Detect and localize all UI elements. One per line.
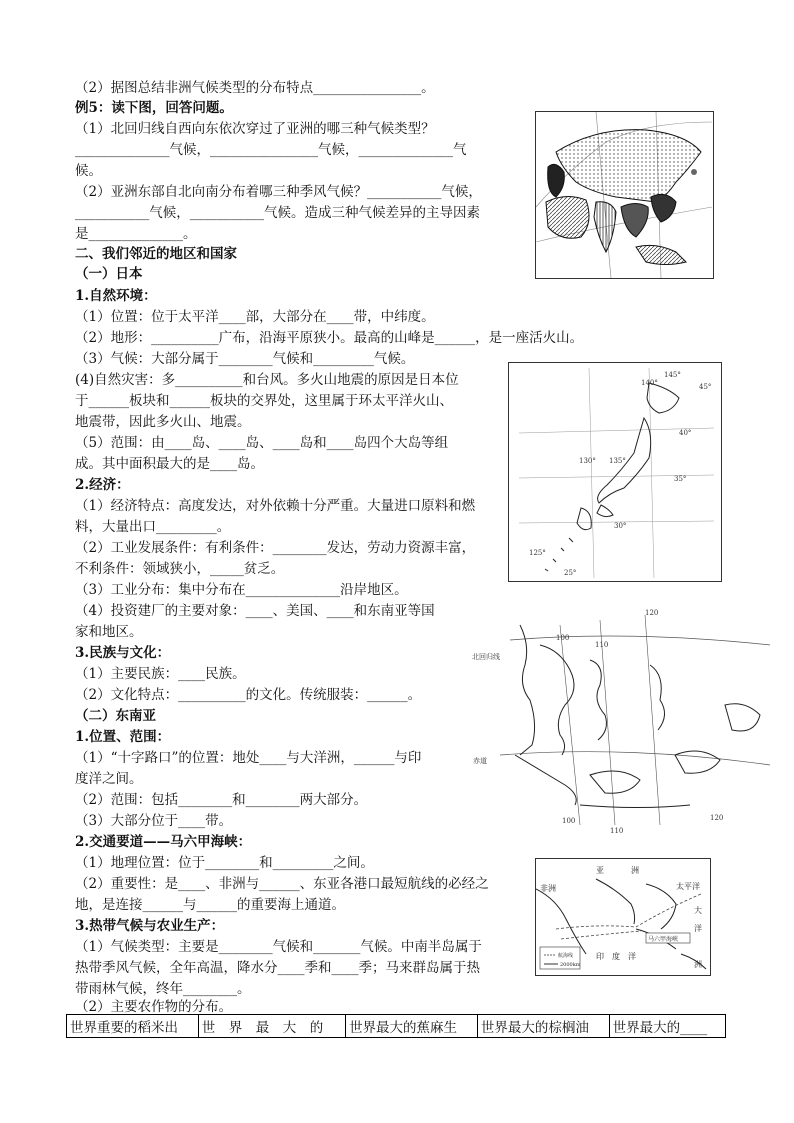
map-label: 25° [564, 569, 577, 577]
subsection-heading: （二）东南亚 [75, 708, 156, 724]
text-line: （3）大部分位于____带。 [75, 813, 233, 829]
table-cell: 世界最大的蕉麻生 [346, 1015, 478, 1038]
text-line: （1）位置：位于太平洋____部，大部分在____带，中纬度。 [75, 309, 435, 325]
text-line: 带雨林气候，终年________。 [75, 981, 251, 997]
malacca-strait-map [535, 858, 711, 976]
asia-climate-map [535, 111, 714, 279]
text-line: 成。其中面积最大的是____岛。 [75, 456, 264, 472]
map-label: 145° [664, 371, 681, 379]
crops-table [66, 1014, 726, 1038]
text-line: （2）地形：__________广布，沿海平原狭小。最高的山峰是______，是一座活火山。 [75, 330, 584, 346]
text-line: （3）气候：大部分属于________气候和_________气候。 [75, 351, 415, 367]
text-line: （1）北回归线自西向东依次穿过了亚洲的哪三种气候类型？ [75, 121, 435, 137]
map-label: 非洲 [540, 884, 556, 893]
map-label: 100 [562, 817, 576, 825]
text-line: （2）范围：包括________和________两大部分。 [75, 792, 368, 808]
map-label: 30° [614, 522, 627, 530]
text-line: 于______板块和______板块的交界处，这里属于环太平洋火山、 [75, 393, 453, 409]
map-label: 120 [645, 609, 659, 617]
text-line: （3）工业分布：集中分布在______________沿岸地区。 [75, 582, 408, 598]
text-line: （4）投资建厂的主要对象：____、美国、____和东南亚等国 [75, 603, 435, 619]
southeast-asia-map [470, 605, 780, 835]
text-line: （1）经济特点：高度发达，对外依赖十分严重。大量进口原料和燃 [75, 498, 476, 514]
map-label: 印 度 洋 [596, 952, 636, 961]
map-label: 2000km [560, 962, 581, 968]
table-cell: 世界重要的稻米出 [67, 1015, 199, 1038]
table-cell: 世界最大的棕榈油 [477, 1015, 609, 1038]
text-line: 是______________。 [75, 226, 197, 242]
text-line: 料，大量出口_________。 [75, 519, 231, 535]
text-line: （1）气候类型：主要是________气候和_______气候。中南半岛属于 [75, 939, 482, 955]
example-heading: 例5：读下图，回答问题。 [75, 100, 233, 116]
map-label: 135° [609, 457, 626, 465]
map-label: 45° [699, 383, 712, 391]
topic-heading: 1.自然环境： [75, 288, 157, 304]
text-line: （2）主要农作物的分布。 [75, 999, 233, 1015]
japan-map [508, 362, 722, 582]
table-cell: 世 界 最 大 的 [198, 1015, 345, 1038]
map-label: 洋 [694, 924, 702, 933]
map-label: 赤道 [473, 757, 487, 765]
text-line: （2）据图总结非洲气候类型的分布特点________________。 [75, 80, 435, 96]
table-cell: 世界最大的____ [609, 1015, 725, 1038]
text-line: 度洋之间。 [75, 771, 143, 787]
subsection-heading: （一）日本 [75, 266, 143, 282]
topic-heading: 2.经济： [75, 477, 130, 493]
section-heading: 二、我们邻近的地区和国家 [75, 246, 237, 262]
topic-heading: 3.热带气候与农业生产： [75, 918, 225, 934]
text-line: （2）文化特点：__________的文化。传统服装：______。 [75, 687, 422, 703]
map-label: 洲 [694, 960, 702, 969]
map-label: 大 [694, 906, 702, 915]
text-line: (4)自然灾害：多__________和台风。多火山地震的原因是日本位 [75, 372, 459, 388]
topic-heading: 3.民族与文化： [75, 645, 171, 661]
map-label: 亚 [596, 866, 604, 875]
map-label: 洲 [631, 866, 639, 875]
table-row [67, 1015, 726, 1038]
text-line: ___________气候，___________气候。造成三种气候差异的主导因素 [75, 205, 480, 221]
map-label: 35° [674, 475, 687, 483]
topic-heading: 1.位置、范围： [75, 729, 171, 745]
text-line: 地震带，因此多火山、地震。 [75, 414, 251, 430]
map-label: 140° [641, 379, 658, 387]
map-label: 130° [579, 457, 596, 465]
map-label: 太平洋 [676, 882, 700, 891]
text-line: （1）地理位置：位于________和_________之间。 [75, 855, 374, 871]
map-label: 100 [556, 634, 570, 642]
text-line: 地，是连接______与______的重要海上通道。 [75, 897, 345, 913]
text-line: 不利条件：领域狭小，_____贫乏。 [75, 561, 285, 577]
map-label: 125° [529, 549, 546, 557]
text-line: （1）“十字路口”的位置：地处____与大洋洲，______与印 [75, 750, 422, 766]
map-label: 马六甲海峡 [648, 936, 679, 943]
text-line: （2）工业发展条件：有利条件：________发达，劳动力资源丰富， [75, 540, 476, 556]
map-label: 110 [610, 827, 624, 835]
text-line: 热带季风气候，全年高温，降水分____季和____季；马来群岛属于热 [75, 960, 480, 976]
text-line: （1）主要民族：____民族。 [75, 666, 246, 682]
text-line: ______________气候，________________气候，______________气 [75, 142, 467, 158]
text-line: 家和地区。 [75, 624, 143, 640]
topic-heading: 2.交通要道——马六甲海峡： [75, 834, 252, 850]
map-label: 110 [595, 641, 609, 649]
text-line: 候。 [75, 163, 102, 179]
text-line: （2）重要性：是____、非洲与______、东亚各港口最短航线的必经之 [75, 876, 489, 892]
text-line: （2）亚洲东部自北向南分布着哪三种季风气候？___________气候， [75, 184, 482, 200]
map-label: 航海线 [558, 953, 574, 959]
map-label: 40° [679, 429, 692, 437]
text-line: （5）范围：由____岛、____岛、____岛和____岛四个大岛等组 [75, 435, 449, 451]
map-label: 120 [710, 814, 724, 822]
map-label: 北回归线 [472, 653, 500, 661]
